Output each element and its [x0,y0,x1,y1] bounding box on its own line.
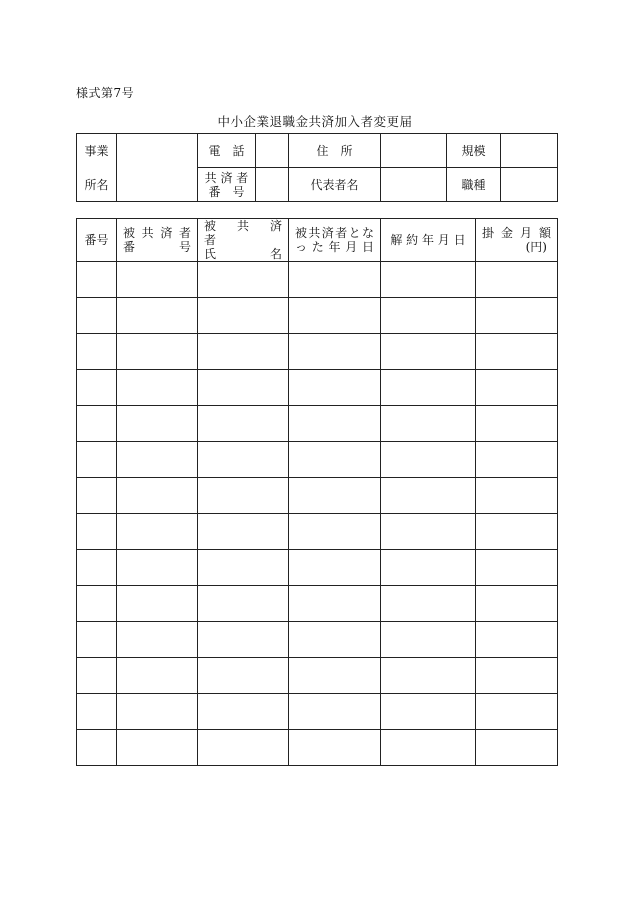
number-cell[interactable] [77,550,117,586]
table-row [77,262,558,298]
insured-number-cell[interactable] [117,370,198,406]
number-cell[interactable] [77,262,117,298]
insured-number-cell[interactable] [117,694,198,730]
termination-date-cell[interactable] [381,298,476,334]
insured-number-cell[interactable] [117,406,198,442]
business-info-table [76,133,558,202]
header-number: 番号 [77,219,117,262]
insured-name-cell[interactable] [198,262,289,298]
table-row [77,730,558,766]
insured-date-cell[interactable] [289,514,381,550]
insured-name-cell[interactable] [198,586,289,622]
business-name-field[interactable] [117,134,198,202]
address-label: 住 所 [289,134,381,168]
table-row [77,586,558,622]
insured-name-cell[interactable] [198,298,289,334]
termination-date-cell[interactable] [381,622,476,658]
number-cell[interactable] [77,370,117,406]
number-cell[interactable] [77,622,117,658]
scale-field[interactable] [501,134,558,168]
insured-number-cell[interactable] [117,262,198,298]
insured-date-cell[interactable] [289,586,381,622]
insured-date-cell[interactable] [289,658,381,694]
insured-date-cell[interactable] [289,730,381,766]
header-insured-name: 被 共 済 者 氏 名 [198,219,289,262]
number-cell[interactable] [77,586,117,622]
insured-number-cell[interactable] [117,586,198,622]
table-body [77,262,558,766]
table-row [77,298,558,334]
insured-name-cell[interactable] [198,334,289,370]
monthly-amount-cell[interactable] [476,478,558,514]
insured-date-cell[interactable] [289,550,381,586]
insured-name-cell[interactable] [198,478,289,514]
monthly-amount-cell[interactable] [476,658,558,694]
monthly-amount-cell[interactable] [476,406,558,442]
table-row [77,370,558,406]
insured-number-cell[interactable] [117,442,198,478]
termination-date-cell[interactable] [381,442,476,478]
termination-date-cell[interactable] [381,334,476,370]
insured-number-cell[interactable] [117,334,198,370]
monthly-amount-cell[interactable] [476,730,558,766]
insured-date-cell[interactable] [289,478,381,514]
representative-label: 代表者名 [289,168,381,202]
insured-date-cell[interactable] [289,406,381,442]
industry-field[interactable] [501,168,558,202]
number-cell[interactable] [77,730,117,766]
header-insured-date: 被共済者とな っ た 年 月 日 [289,219,381,262]
table-row [77,622,558,658]
insured-date-cell[interactable] [289,442,381,478]
number-cell[interactable] [77,406,117,442]
phone-label: 電 話 [198,134,256,168]
table-row [77,658,558,694]
table-row [77,550,558,586]
insured-number-cell[interactable] [117,550,198,586]
number-cell[interactable] [77,514,117,550]
insured-number-cell[interactable] [117,298,198,334]
insured-name-cell[interactable] [198,658,289,694]
insured-number-cell[interactable] [117,622,198,658]
insured-name-cell[interactable] [198,514,289,550]
number-cell[interactable] [77,442,117,478]
table-header-row [77,219,558,262]
member-change-table [76,218,558,766]
termination-date-cell[interactable] [381,406,476,442]
insured-number-cell[interactable] [117,478,198,514]
insured-number-cell[interactable] [117,658,198,694]
monthly-amount-cell[interactable] [476,514,558,550]
phone-field[interactable] [256,134,289,168]
termination-date-cell[interactable] [381,586,476,622]
mutual-aid-number-label: 共 済 者 番 号 [198,168,256,202]
table-row [77,514,558,550]
number-cell[interactable] [77,478,117,514]
mutual-aid-number-field[interactable] [256,168,289,202]
monthly-amount-cell[interactable] [476,586,558,622]
monthly-amount-cell[interactable] [476,334,558,370]
number-cell[interactable] [77,334,117,370]
insured-date-cell[interactable] [289,298,381,334]
termination-date-cell[interactable] [381,514,476,550]
monthly-amount-cell[interactable] [476,298,558,334]
address-field[interactable] [381,134,447,168]
termination-date-cell[interactable] [381,694,476,730]
insured-date-cell[interactable] [289,622,381,658]
header-termination-date: 解 約 年 月 日 [381,219,476,262]
termination-date-cell[interactable] [381,730,476,766]
monthly-amount-cell[interactable] [476,370,558,406]
insured-number-cell[interactable] [117,514,198,550]
number-cell[interactable] [77,658,117,694]
termination-date-cell[interactable] [381,550,476,586]
termination-date-cell[interactable] [381,370,476,406]
insured-name-cell[interactable] [198,730,289,766]
insured-name-cell[interactable] [198,622,289,658]
business-name-label-line2: 所名 [77,168,117,202]
insured-name-cell[interactable] [198,442,289,478]
insured-date-cell[interactable] [289,334,381,370]
form-title: 中小企業退職金共済加入者変更届 [217,114,413,129]
termination-date-cell[interactable] [381,262,476,298]
header-insured-number: 被 共 済 者 番 号 [117,219,198,262]
number-cell[interactable] [77,298,117,334]
form-number: 様式第7号 [76,86,135,100]
termination-date-cell[interactable] [381,478,476,514]
monthly-amount-cell[interactable] [476,262,558,298]
table-row [77,478,558,514]
insured-name-cell[interactable] [198,406,289,442]
table-row [77,334,558,370]
table-row [77,406,558,442]
monthly-amount-cell[interactable] [476,622,558,658]
monthly-amount-cell[interactable] [476,694,558,730]
business-name-label: 事業 [77,134,117,168]
insured-name-cell[interactable] [198,370,289,406]
industry-label: 職種 [447,168,501,202]
insured-name-cell[interactable] [198,550,289,586]
insured-number-cell[interactable] [117,730,198,766]
monthly-amount-cell[interactable] [476,550,558,586]
insured-date-cell[interactable] [289,370,381,406]
representative-field[interactable] [381,168,447,202]
table-row [77,442,558,478]
number-cell[interactable] [77,694,117,730]
insured-date-cell[interactable] [289,694,381,730]
insured-name-cell[interactable] [198,694,289,730]
header-monthly-amount: 掛 金 月 額 (円) [476,219,558,262]
termination-date-cell[interactable] [381,658,476,694]
monthly-amount-cell[interactable] [476,442,558,478]
table-row [77,694,558,730]
insured-date-cell[interactable] [289,262,381,298]
scale-label: 規模 [447,134,501,168]
